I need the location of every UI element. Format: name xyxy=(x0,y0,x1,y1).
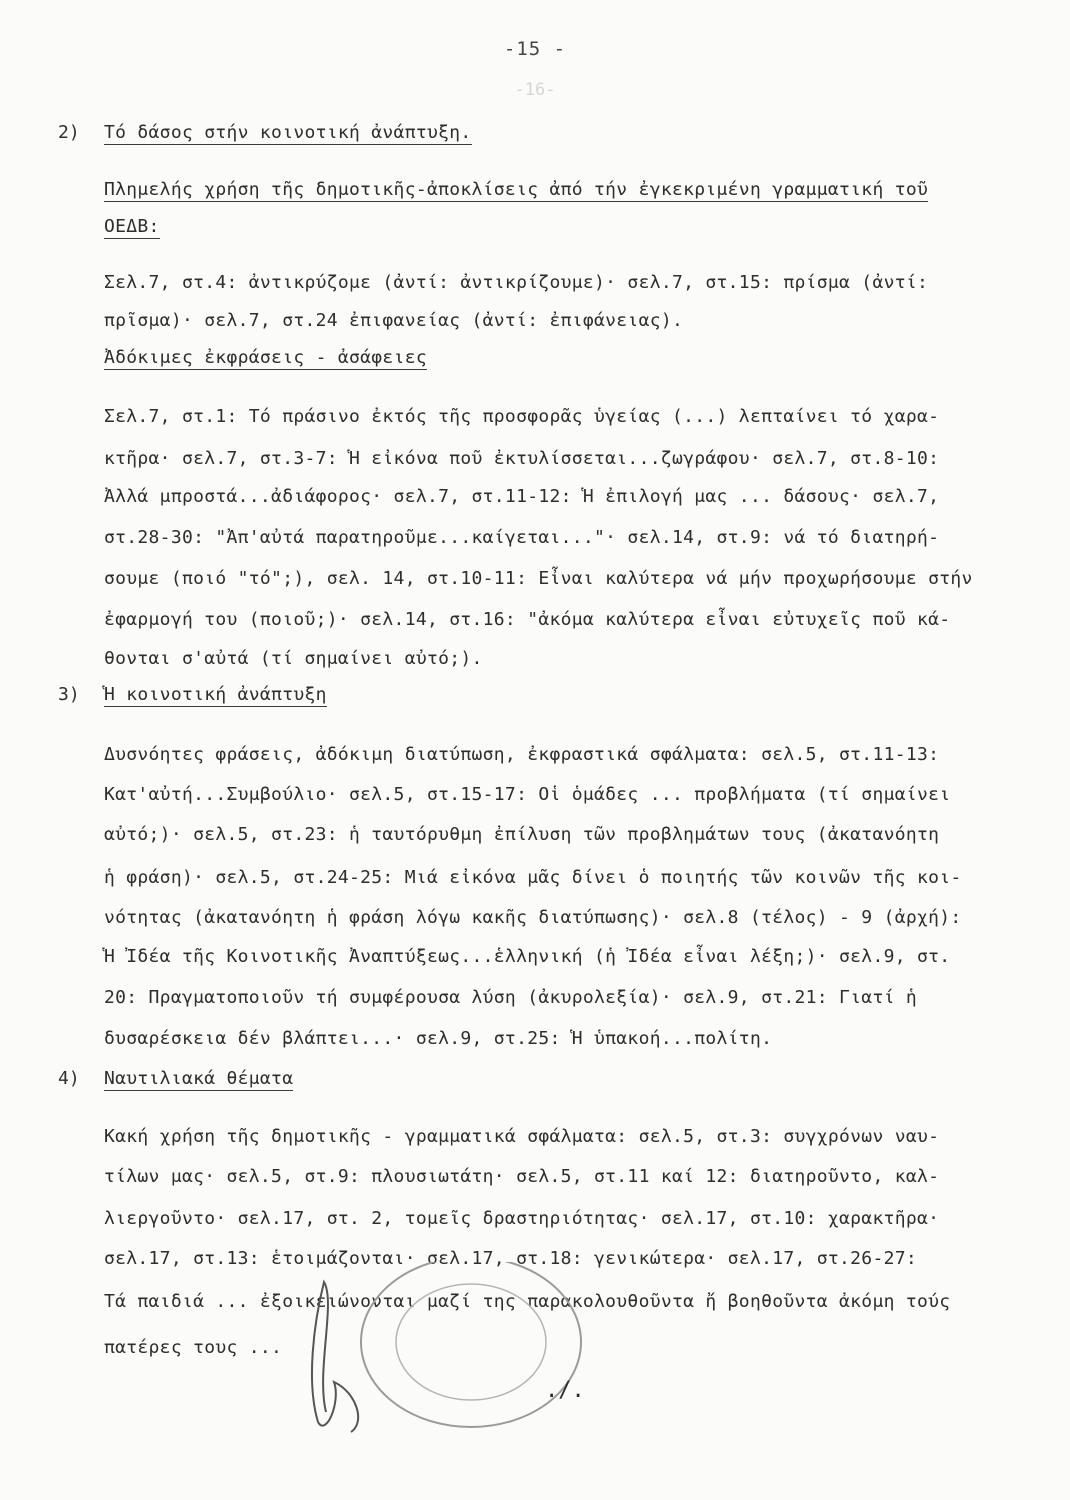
closing-mark: ./. xyxy=(545,1378,585,1403)
subheading: Ἀδόκιμες ἐκφράσεις - ἀσάφειες xyxy=(104,347,427,368)
signature-scribble xyxy=(312,1282,358,1432)
section-title: Τό δάσος στήν κοινοτική ἀνάπτυξη. xyxy=(104,122,472,143)
text-line: Σελ.7, στ.4: ἀντικρύζομε (ἀντί: ἀντικρίζουμε)· σελ.7, στ.15: πρίσμα (ἀντί: xyxy=(104,272,929,293)
official-seal xyxy=(296,1262,596,1452)
text-line: Τά παιδιά ... ἐξοικειώνονται μαζί της παρακολουθοῦντα ἤ βοηθοῦντα ἀκόμη τούς xyxy=(104,1291,951,1312)
text-line: ἐφαρμογή του (ποιοῦ;)· σελ.14, στ.16: "ἀκόμα καλύτερα εἶναι εὐτυχεῖς ποῦ κά- xyxy=(104,609,951,630)
text-line: σουμε (ποιό "τό";), σελ. 14, στ.10-11: Εἶναι καλύτερα νά μήν προχωρήσουμε στήν xyxy=(104,568,973,589)
text-line: στ.28-30: "Ἀπ'αὐτά παρατηροῦμε...καίγεται..."· σελ.14, στ.9: νά τό διατηρή- xyxy=(104,527,940,548)
page-number: -15 - xyxy=(503,38,567,60)
section-number: 3) xyxy=(58,684,80,705)
section-number: 2) xyxy=(58,122,80,143)
text-line: κτῆρα· σελ.7, στ.3-7: Ἡ εἰκόνα ποῦ ἐκτυλίσσεται...ζωγράφου· σελ.7, στ.8-10: xyxy=(104,448,940,469)
text-line: Κακή χρήση τῆς δημοτικῆς - γραμματικά σφάλματα: σελ.5, στ.3: συγχρόνων ναυ- xyxy=(104,1126,940,1147)
text-line: αὐτό;)· σελ.5, στ.23: ἡ ταυτόρυθμη ἐπίλυση τῶν προβλημάτων τους (ἀκατανόητη xyxy=(104,824,940,845)
section-title: Ἡ κοινοτική ἀνάπτυξη xyxy=(104,684,327,705)
text-line: 20: Πραγματοποιοῦν τή συμφέρουσα λύση (ἀκυρολεξία)· σελ.9, στ.21: Γιατί ἡ xyxy=(104,987,917,1008)
text-line: Ἀλλά μπροστά...ἀδιάφορος· σελ.7, στ.11-12: Ἡ ἐπιλογή μας ... δάσους· σελ.7, xyxy=(104,486,940,507)
text-line: πρῖσμα)· σελ.7, στ.24 ἐπιφανείας (ἀντί: ἐπιφάνειας). xyxy=(104,310,684,331)
subheading-cont: ΟΕΔΒ: xyxy=(104,216,160,237)
text-line: τίλων μας· σελ.5, στ.9: πλουσιωτάτη· σελ.5, στ.11 καί 12: διατηροῦντο, καλ- xyxy=(104,1166,940,1187)
ghost-page-number: -16- xyxy=(514,80,556,100)
text-line: νότητας (ἀκατανόητη ἡ φράση λόγω κακῆς διατύπωσης)· σελ.8 (τέλος) - 9 (ἀρχή): xyxy=(104,907,962,928)
section-number: 4) xyxy=(58,1068,80,1089)
text-line: σελ.17, στ.13: ἑτοιμάζονται· σελ.17, στ.18: γενικώτερα· σελ.17, στ.26-27: xyxy=(104,1248,917,1269)
text-line: Δυσνόητες φράσεις, ἀδόκιμη διατύπωση, ἐκφραστικά σφάλματα: σελ.5, στ.11-13: xyxy=(104,744,940,765)
text-line: Σελ.7, στ.1: Τό πράσινο ἐκτός τῆς προσφορᾶς ὑγείας (...) λεπταίνει τό χαρα- xyxy=(104,406,940,427)
text-line: λιεργοῦντο· σελ.17, στ. 2, τομεῖς δραστηριότητας· σελ.17, στ.10: χαρακτῆρα· xyxy=(104,1208,940,1229)
section-title: Ναυτιλιακά θέματα xyxy=(104,1068,294,1089)
text-line: Ἡ Ἰδέα τῆς Κοινοτικῆς Ἀναπτύξεως...ἑλληνική (ἡ Ἰδέα εἶναι λέξη;)· σελ.9, στ. xyxy=(104,946,951,967)
subheading: Πλημελής χρήση τῆς δημοτικῆς-ἀποκλίσεις ἀπό τήν ἐγκεκριμένη γραμματική τοῦ xyxy=(104,179,929,200)
seal-inner-ring xyxy=(396,1284,546,1400)
text-line: ἡ φράση)· σελ.5, στ.24-25: Μιά εἰκόνα μᾶς δίνει ὁ ποιητής τῶν κοινῶν τῆς κοι- xyxy=(104,867,962,888)
text-line: δυσαρέσκεια δέν βλάπτει...· σελ.9, στ.25: Ἡ ὑπακοή...πολίτη. xyxy=(104,1028,773,1049)
text-line: Κατ'αὐτή...Συμβούλιο· σελ.5, στ.15-17: Οἱ ὁμάδες ... προβλήματα (τί σημαίνει xyxy=(104,784,951,805)
text-line: πατέρες τους ... xyxy=(104,1337,283,1358)
text-line: θονται σ'αὐτά (τί σημαίνει αὐτό;). xyxy=(104,648,483,669)
